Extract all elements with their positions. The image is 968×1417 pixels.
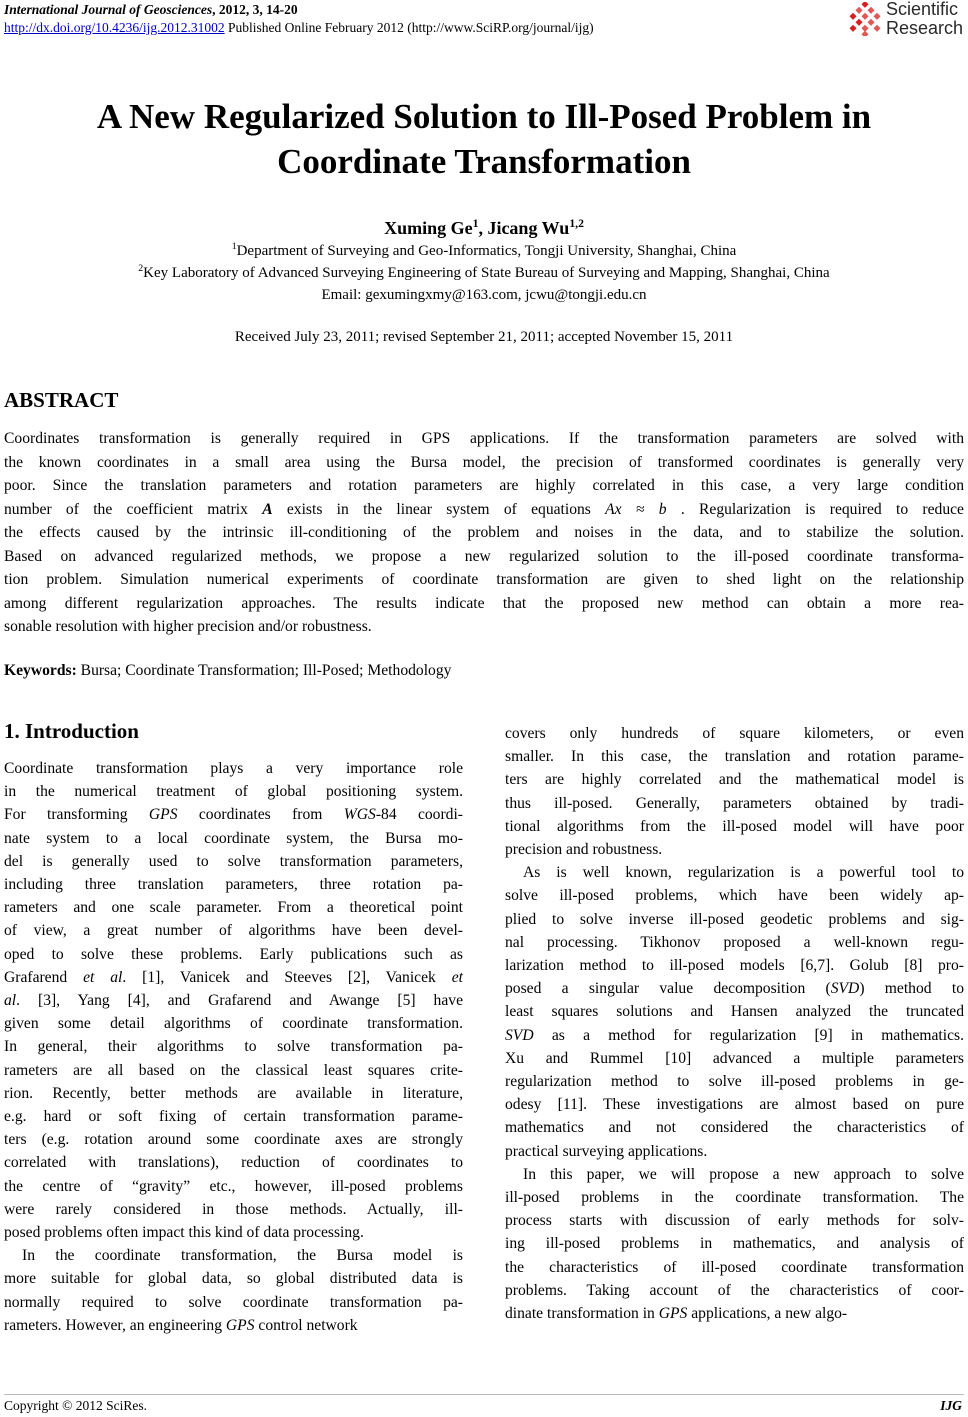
body-text-line — [505, 931, 964, 954]
affiliation-1-text: Department of Surveying and Geo-Informatics, Tongji University, Shanghai, China — [236, 243, 737, 259]
section-heading-introduction: 1. Introduction — [4, 719, 139, 743]
abstract-line: Coordinates transformation is generally required in GPS applications. If the transformation parameters are solved with — [4, 430, 964, 447]
intro-right-column — [505, 722, 964, 1325]
body-text: del is generally used to solve transformation parameters, — [4, 852, 463, 870]
body-text-line — [4, 1128, 463, 1151]
body-text: nal processing. Tikhonov proposed a well-known regu- — [505, 933, 964, 951]
abstract-body — [4, 427, 964, 639]
abstract-line: among different regularization approaches. The results indicate that the proposed new method can obtain a more rea- — [4, 594, 964, 612]
body-text-line — [505, 838, 964, 861]
footer-divider — [4, 1394, 964, 1395]
published-info: Published Online February 2012 (http://www.SciRP.org/journal/ijg) — [224, 20, 594, 35]
affiliation-1 — [0, 243, 968, 260]
body-text-line — [505, 1279, 964, 1302]
body-text: problems. Taking account of the characteristics of coor- — [505, 1281, 964, 1299]
title-line-1: A New Regularized Solution to Ill-Posed Problem in — [96, 97, 872, 136]
body-text-line — [4, 850, 463, 873]
italic-term: et — [451, 968, 463, 986]
body-text-line — [4, 1059, 463, 1082]
italic-term: WGS — [343, 806, 376, 824]
body-text: e.g. hard or soft fixing of certain transformation parame- — [4, 1108, 463, 1126]
body-text: -84 coordi- — [375, 806, 463, 824]
abstract-heading: ABSTRACT — [4, 388, 119, 412]
body-text: tional algorithms from the ill-posed model will have poor — [505, 817, 964, 835]
body-text: rameters are all based on the classical least squares crite- — [4, 1061, 463, 1079]
body-text-line — [505, 908, 964, 931]
abstract-line — [4, 498, 964, 522]
journal-name: International Journal of Geosciences — [4, 2, 213, 17]
body-text-line — [505, 1047, 964, 1070]
body-text-line — [505, 954, 964, 977]
equation: Ax ≈ b — [605, 500, 667, 518]
body-text: rameters. However, an engineering — [4, 1316, 226, 1334]
italic-term: SVD — [505, 1026, 534, 1044]
body-text: least squares solutions and Hansen analyzed the truncated — [505, 1003, 964, 1021]
abstract-text: number of the coefficient matrix — [4, 500, 263, 518]
body-text: process starts with discussion of early methods for solv- — [505, 1212, 964, 1230]
body-text-line — [505, 792, 964, 815]
body-text: including three translation parameters, three rotation pa- — [4, 876, 463, 894]
body-text: regularization method to solve ill-posed problems in ge- — [505, 1073, 964, 1091]
body-text-line — [4, 1244, 463, 1267]
body-text: given some detail algorithms of coordinate transformation. — [4, 1015, 463, 1033]
body-text-line — [4, 1221, 463, 1244]
body-text-line — [4, 896, 463, 919]
paper-title — [0, 94, 968, 184]
author-2-affil: 1,2 — [569, 217, 584, 230]
body-text: thus ill-posed. Generally, parameters obtained by tradi- — [505, 794, 964, 812]
copyright: Copyright © 2012 SciRes. — [4, 1398, 148, 1413]
body-text: ill-posed problems in the coordinate transformation. The — [505, 1189, 964, 1207]
affiliation-2 — [0, 265, 968, 282]
body-text: precision and robustness. — [505, 841, 663, 859]
body-text: oped to solve these problems. Early publications such as — [4, 945, 463, 963]
body-text-line — [4, 919, 463, 942]
italic-term: al — [4, 992, 17, 1010]
body-text: as a method for regularization [9] in mathematics. — [533, 1026, 964, 1044]
body-text-line — [4, 1082, 463, 1105]
volume-info: , 2012, 3, 14-20 — [212, 2, 298, 17]
body-text: Coordinate transformation plays a very importance role — [4, 760, 463, 777]
body-text: In the coordinate transformation, the Bursa model is — [22, 1247, 463, 1265]
affiliation-2-num: 2 — [138, 263, 144, 274]
body-text: control network — [254, 1316, 358, 1334]
author-2: Jicang Wu — [487, 218, 570, 238]
body-text-line — [505, 1232, 964, 1255]
body-text-line — [4, 1314, 463, 1337]
body-text-line — [505, 1070, 964, 1093]
body-text-line — [4, 1035, 463, 1058]
body-text-line — [4, 1151, 463, 1174]
body-text: of view, a great number of algorithms have been devel- — [4, 922, 463, 940]
italic-term: SVD — [830, 980, 860, 998]
publisher-name-line2: Research — [886, 18, 964, 38]
body-text: smaller. In this case, the translation and rotation parame- — [505, 748, 964, 766]
body-text: Xu and Rummel [10] advanced a multiple parameters — [505, 1049, 964, 1067]
body-text: correlated with translations), reduction of coordinates to — [4, 1154, 463, 1172]
publisher-name-line1: Scientific — [886, 0, 959, 19]
body-text-line — [4, 943, 463, 966]
body-text-line — [505, 977, 964, 1000]
abstract-line: the known coordinates in a small area using the Bursa model, the precision of transformed coordinates is generally very — [4, 453, 964, 471]
author-1-affil: 1 — [472, 217, 479, 230]
body-text-line — [4, 1267, 463, 1290]
body-text: plied to solve inverse ill-posed geodetic problems and sig- — [505, 910, 964, 928]
body-text: rameters and one scale parameter. From a theoretical point — [4, 899, 463, 917]
body-text-line — [505, 1302, 964, 1325]
scirp-logo-icon — [848, 2, 882, 36]
journal-abbr: IJG — [940, 1398, 962, 1413]
body-text: As is well known, regularization is a powerful tool to — [523, 864, 964, 882]
body-text: dinate transformation in — [505, 1305, 659, 1323]
body-text: normally required to solve coordinate transformation pa- — [4, 1293, 463, 1311]
italic-term: et al — [83, 968, 123, 986]
author-1: Xuming Ge — [384, 218, 473, 238]
abstract-line: the effects caused by the intrinsic ill-conditioning of the problem and noises in the data, and to stabilize the solution. — [4, 524, 964, 541]
body-text-line — [505, 1163, 964, 1186]
body-text: applications, a new algo- — [687, 1305, 848, 1323]
publisher-logo — [848, 0, 968, 44]
body-text: the centre of “gravity” etc., however, ill-posed problems — [4, 1177, 463, 1195]
body-text: the characteristics of ill-posed coordinate transformation — [505, 1258, 964, 1276]
body-text: more suitable for global data, so global distributed data is — [4, 1270, 463, 1288]
intro-left-column — [4, 757, 463, 1337]
body-text-line — [4, 1175, 463, 1198]
abstract-text: . Regularization is required to reduce — [666, 500, 964, 518]
body-text-line — [505, 1186, 964, 1209]
body-text-line — [505, 884, 964, 907]
body-text-line — [505, 815, 964, 838]
body-text-line — [4, 989, 463, 1012]
body-text-line — [505, 1209, 964, 1232]
body-text-line — [4, 966, 463, 989]
keywords-label: Keywords: — [4, 662, 77, 679]
body-text-line — [505, 1000, 964, 1023]
body-text-line — [4, 780, 463, 803]
body-text: covers only hundreds of square kilometers, or even — [505, 725, 964, 742]
body-text: were rarely considered in those methods. Actually, ill- — [4, 1200, 463, 1218]
body-text-line — [4, 873, 463, 896]
body-text: coordinates from — [177, 806, 344, 824]
body-text: nate system to a local coordinate system, the Bursa mo- — [4, 829, 463, 847]
italic-term: GPS — [225, 1316, 255, 1334]
keywords-text: Bursa; Coordinate Transformation; Ill-Posed; Methodology — [76, 662, 452, 679]
email-line: Email: gexumingxmy@163.com, jcwu@tongji.edu.cn — [321, 287, 647, 303]
body-text: ters are highly correlated and the mathematical model is — [505, 771, 964, 789]
affiliation-1-num: 1 — [231, 241, 237, 252]
title-line-2: Coordinate Transformation — [277, 142, 691, 181]
body-text-line — [505, 1256, 964, 1279]
doi-link[interactable]: http://dx.doi.org/10.4236/ijg.2012.31002 — [4, 20, 225, 35]
body-text: posed a singular value decomposition ( — [505, 980, 831, 998]
body-text: In general, their algorithms to solve transformation pa- — [4, 1038, 463, 1056]
authors — [0, 218, 968, 239]
body-text: . [1], Vanicek and Steeves [2], Vanicek — [122, 968, 452, 986]
received-line: Received July 23, 2011; revised September 21, 2011; accepted November 15, 2011 — [234, 329, 734, 345]
italic-term: GPS — [148, 806, 178, 824]
abstract-line: tion problem. Simulation numerical experiments of coordinate transformation are given to shed light on the relationship — [4, 571, 964, 588]
abstract-line: sonable resolution with higher precision and/or robustness. — [4, 618, 372, 635]
body-text-line — [4, 1105, 463, 1128]
body-text-line — [4, 803, 463, 826]
body-text: practical surveying applications. — [505, 1142, 708, 1160]
keywords — [4, 659, 451, 683]
body-text: larization method to ill-posed models [6,7]. Golub [8] pro- — [505, 957, 964, 975]
body-text-line — [505, 1116, 964, 1139]
body-text: For transforming — [4, 806, 149, 824]
body-text-line — [505, 768, 964, 791]
body-text-line — [4, 1012, 463, 1035]
body-text-line — [4, 827, 463, 850]
body-text: Grafarend — [4, 968, 84, 986]
body-text: ) method to — [859, 980, 964, 998]
body-text: mathematics and not considered the characteristics of — [505, 1119, 964, 1137]
body-text: solve ill-posed problems, which have been widely ap- — [505, 887, 964, 905]
body-text-line — [4, 1291, 463, 1314]
body-text-line — [505, 745, 964, 768]
body-text-line — [505, 1140, 964, 1163]
body-text: ters (e.g. rotation around some coordinate axes are strongly — [4, 1131, 463, 1149]
body-text: posed problems often impact this kind of data processing. — [4, 1224, 364, 1242]
abstract-text: exists in the linear system of equations — [272, 500, 606, 518]
body-text: rion. Recently, better methods are available in literature, — [4, 1084, 463, 1102]
abstract-line: Based on advanced regularized methods, we propose a new regularized solution to the ill-posed coordinate transforma- — [4, 547, 964, 565]
author-sep: , — [478, 218, 488, 238]
abstract-line: poor. Since the translation parameters and rotation parameters are highly correlated in this case, a very large condition — [4, 477, 964, 494]
affiliation-2-text: Key Laboratory of Advanced Surveying Engineering of State Bureau of Surveying and Mapping, Shanghai, China — [143, 265, 830, 281]
body-text: in the numerical treatment of global positioning system. — [4, 783, 463, 801]
body-text-line — [505, 861, 964, 884]
body-text: . [3], Yang [4], and Grafarend and Awange [5] have — [16, 992, 463, 1010]
journal-header — [4, 2, 298, 18]
body-text-line — [505, 722, 964, 745]
body-text-line — [505, 1093, 964, 1116]
body-text: ing ill-posed problems in mathematics, and analysis of — [505, 1235, 964, 1253]
body-text-line — [505, 1024, 964, 1047]
matrix-symbol: A — [262, 500, 273, 518]
body-text-line — [4, 1198, 463, 1221]
body-text: In this paper, we will propose a new approach to solve — [523, 1165, 964, 1183]
doi-line — [4, 20, 594, 36]
body-text: odesy [11]. These investigations are almost based on pure — [505, 1096, 964, 1114]
body-text-line — [4, 757, 463, 780]
italic-term: GPS — [658, 1305, 688, 1323]
